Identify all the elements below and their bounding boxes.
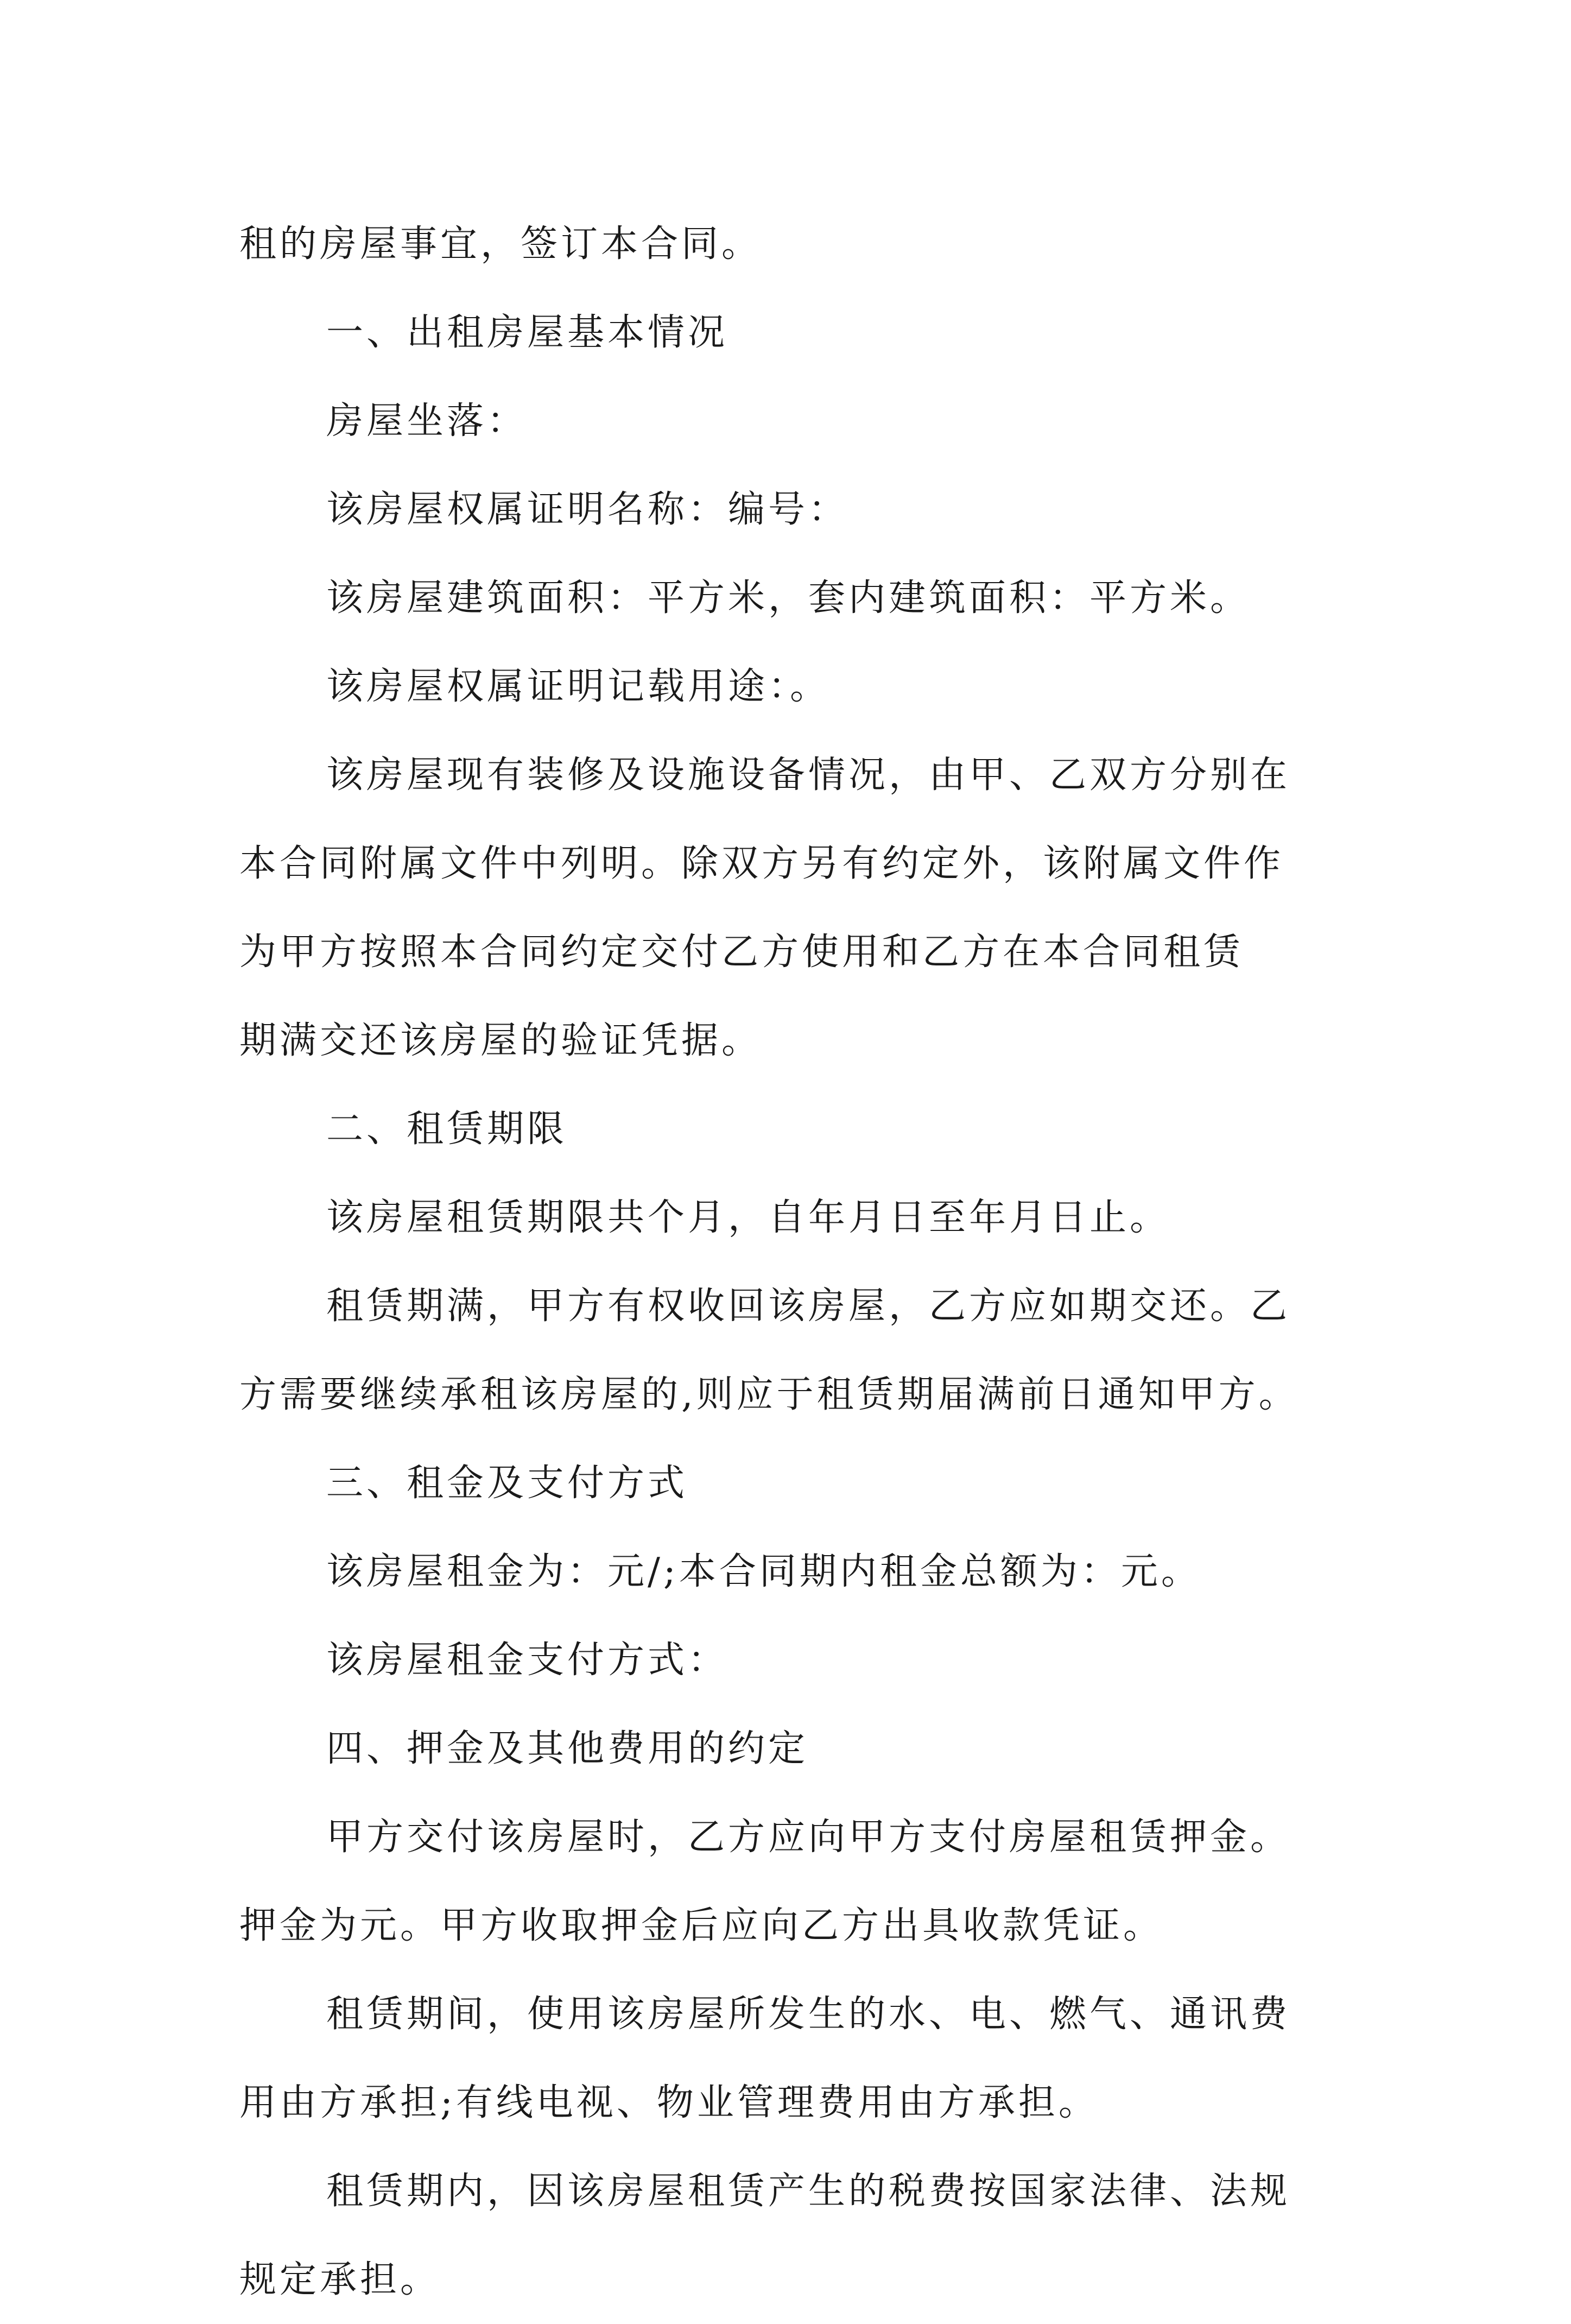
- text-line: 该房屋租赁期限共个月，自年月日至年月日止。: [326, 1196, 1170, 1239]
- text-line: 该房屋权属证明记载用途：。: [326, 665, 831, 708]
- text-line: 规定承担。: [239, 2258, 441, 2301]
- text-line: 租赁期间，使用该房屋所发生的水、电、燃气、通讯费: [326, 1993, 1291, 2036]
- text-line: 租赁期满，甲方有权收回该房屋，乙方应如期交还。乙: [326, 1285, 1291, 1328]
- text-line: 租的房屋事宜，签订本合同。: [239, 223, 762, 266]
- text-line: 该房屋建筑面积：平方米，套内建筑面积：平方米。: [326, 577, 1251, 620]
- text-line: 该房屋现有装修及设施设备情况，由甲、乙双方分别在: [326, 754, 1291, 797]
- text-line: 该房屋租金为：元/;本合同期内租金总额为：元。: [326, 1550, 1201, 1593]
- section-heading: 一、出租房屋基本情况: [326, 311, 729, 354]
- section-heading: 三、租金及支付方式: [326, 1462, 688, 1505]
- text-line: 房屋坐落：: [326, 400, 528, 443]
- document-body: [239, 200, 1347, 2324]
- section-heading: 二、租赁期限: [326, 1108, 568, 1151]
- text-line: 押金为元。甲方收取押金后应向乙方出具收款凭证。: [239, 1904, 1164, 1947]
- text-line: 用由方承担;有线电视、物业管理费用由方承担。: [239, 2081, 1099, 2124]
- text-line: 方需要继续承租该房屋的,则应于租赁期届满前日通知甲方。: [239, 1373, 1299, 1416]
- text-line: 本合同附属文件中列明。除双方另有约定外，该附属文件作: [239, 842, 1284, 885]
- section-heading: 四、押金及其他费用的约定: [326, 1727, 809, 1770]
- text-line: 甲方交付该房屋时，乙方应向甲方支付房屋租赁押金。: [326, 1816, 1291, 1859]
- text-line: 为甲方按照本合同约定交付乙方使用和乙方在本合同租赁: [239, 931, 1244, 974]
- text-line: 期满交还该房屋的验证凭据。: [239, 1019, 762, 1062]
- text-line: 该房屋租金支付方式：: [326, 1639, 729, 1682]
- text-line: 租赁期内，因该房屋租赁产生的税费按国家法律、法规: [326, 2170, 1291, 2213]
- text-line: 该房屋权属证明名称：编号：: [326, 488, 849, 531]
